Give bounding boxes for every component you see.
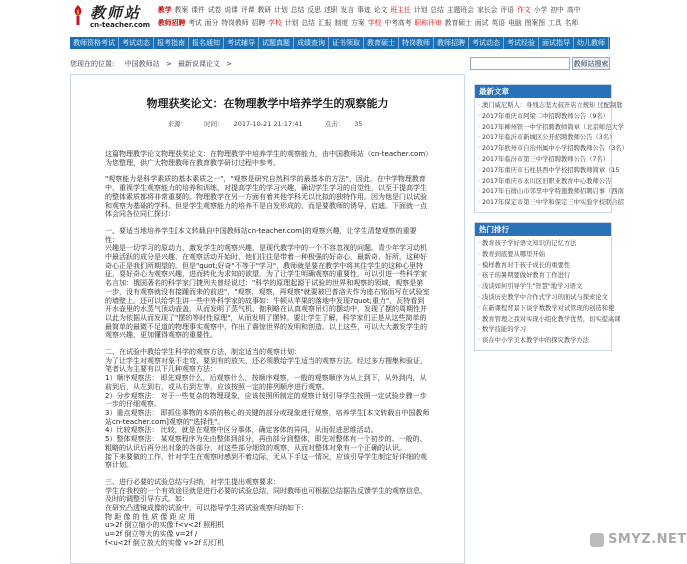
nav-item[interactable]: 试题真题 <box>259 37 294 49</box>
hot-article-item[interactable] <box>478 261 608 272</box>
site-header <box>0 0 680 36</box>
top-link[interactable]: 高中 <box>566 6 581 14</box>
top-link[interactable]: 教育硕士 <box>444 19 472 27</box>
search-input[interactable] <box>470 57 570 70</box>
hot-article-item[interactable] <box>478 271 608 282</box>
top-link[interactable]: 名师 <box>564 19 579 27</box>
article-link[interactable]: 2017年重庆市石柱县西中学校招聘教师简章（15 <box>482 166 620 174</box>
article-title: 物理获奖论文：在物理教学中培养学生的观察能力 <box>146 97 389 110</box>
watermark-icon <box>590 533 604 547</box>
clicks-label: 点击： <box>324 120 345 128</box>
top-link[interactable]: 发言 <box>340 6 355 14</box>
breadcrumb-separator: > <box>226 60 233 68</box>
bullet-icon: · <box>478 283 481 291</box>
nav-item[interactable]: 幼儿教师 <box>574 37 609 49</box>
article-link[interactable]: 模样教育对于孩子成长的重要性 <box>482 261 571 269</box>
article-link[interactable]: 数学技能的学习 <box>482 326 527 334</box>
top-link[interactable]: 班主任 <box>390 6 411 14</box>
watermark-text: SMYZ.NET <box>608 532 687 547</box>
top-link[interactable]: 论文 <box>373 6 388 14</box>
nav-item[interactable]: 考试动态 <box>119 37 154 49</box>
bullet-icon: · <box>478 112 481 120</box>
nav-item[interactable]: 考试动态 <box>469 37 504 49</box>
bullet-icon: · <box>478 326 481 334</box>
top-links-row-1 <box>158 4 678 17</box>
publish-time: 2017-10-21 21:17:41 <box>233 120 303 128</box>
article-link[interactable]: 2017年保定市第三中学和保定三中实验学校联合招 <box>482 199 624 207</box>
latest-article-item[interactable] <box>478 155 608 166</box>
bullet-icon: · <box>478 123 481 131</box>
article-link[interactable]: 教育孩子学好语文知识的记忆方法 <box>482 239 577 247</box>
nav-item[interactable]: 考试辅导 <box>224 37 259 49</box>
top-link[interactable]: 制度 <box>334 19 349 27</box>
bullet-icon: · <box>478 272 481 280</box>
site-logo[interactable] <box>70 2 156 32</box>
hot-article-item[interactable] <box>478 282 608 293</box>
hot-article-item[interactable] <box>478 336 608 347</box>
top-link[interactable]: 教案 <box>174 6 189 14</box>
latest-article-item[interactable] <box>478 198 624 209</box>
breadcrumb-category[interactable]: 最新说课论文 <box>177 60 220 68</box>
bullet-icon: · <box>478 304 481 312</box>
top-link[interactable]: 工具 <box>548 19 562 27</box>
nav-item[interactable]: 报考指南 <box>154 37 189 49</box>
article-link[interactable]: 在新课程背景下谈学数教学对试管现的创造和使 <box>482 304 615 312</box>
bullet-icon: · <box>478 199 481 207</box>
top-link-lead[interactable]: 教学 <box>158 6 172 14</box>
article-link[interactable]: 澳门威尼斯人：身残志坚大叔开店立规矩 过配制匙 <box>482 102 623 109</box>
top-link[interactable]: 家长会 <box>477 6 498 14</box>
hot-article-item[interactable] <box>478 315 621 326</box>
nav-item[interactable]: 教师资格考试 <box>70 37 119 49</box>
breadcrumb-label: 您现在的位置: <box>70 60 115 68</box>
nav-item[interactable]: 面试指导 <box>539 37 574 49</box>
article-link[interactable]: 2017年临沂市新城区公开招聘教师公告（3名） <box>482 134 616 142</box>
latest-article-item[interactable] <box>478 112 608 123</box>
bullet-icon: · <box>478 337 481 345</box>
top-link[interactable]: 作文 <box>517 6 531 14</box>
top-link[interactable]: 学校 <box>268 19 282 27</box>
latest-article-item[interactable] <box>478 133 616 144</box>
torch-icon <box>70 4 86 26</box>
top-link[interactable]: 面分 <box>204 19 219 27</box>
bullet-icon: · <box>478 315 481 323</box>
hot-article-item[interactable] <box>478 325 608 336</box>
article-link[interactable]: 浅谈如何引导学生"智慧"地学习语文 <box>482 283 583 291</box>
top-link[interactable]: 考试 <box>188 19 202 27</box>
latest-articles-box <box>474 84 628 213</box>
article-link[interactable]: 教育到底要从哪里开始 <box>482 250 545 258</box>
article-paragraph: 一、要适当地培养学生[本文转载自中国教师站cn-teacher.com]的观察兴趣，让学生清楚观察的重要性： 兴趣是一切学习的原动力，激发学生的观察兴趣，是现代教学中的一个不容忽视的问题。青少年学习动机中最活跃的成分是兴趣，在观察活动开始时，他们往往是带着一种极强的好奇心，最新奇、好所，这种好奇心正是我们所期望的。但是"quot;好奇"不等于"学习"，教师就是要在教学中将其住学生的这种心里特征，耍好奇心为观察兴趣，进而转化为求知的欲望，为了让学生明确观察的重要性，可以引进一些科学家名言加：俄国著名的科学家门捷列夫曾经说过："科学的原理起源于试验的世界和观察的领域，观察是第一步，没有观察就没有接踵而来的前进"，"观察，观察，再观察"就要被巴普洛夫作为座右铭而写在试验室的墙壁上。还可以给学生讲一些中外科学家的故事如：牛顿从苹果的落地中发现?quot;重力"、瓦特看到开水壶里的水蒸气顶动壶盖，从而发明了蒸气机、伽利略在认真观察吊灯的摆动中，发现了摆的周期性并以此为依据从而发现了"摆的等时性原理"，从而发明了摆钟。要让学生了解，科学家们正是从这些简单的最简单的最微不足道的物理事实观察中，作出了震惊世界的发明和创造。以上这些，可以大大激发学生的观察兴趣，更加懂得观察的重要性。 <box>105 226 430 340</box>
top-link[interactable]: 主题班会 <box>446 6 475 14</box>
article-paragraph: 这篇物理教学论文物理获奖论文：在物理教学中培养学生的观察能力，由中国教师站（cn-teacher.com）为您整理，供广大物理教师在教育教学研讨过程中参考。 <box>105 150 429 167</box>
top-link[interactable]: 课件 <box>191 6 205 14</box>
article-link[interactable]: 教育管理之我对实现小组化教学优势，切实提高课 <box>482 315 621 323</box>
nav-item[interactable]: 特岗教师 <box>399 37 434 49</box>
time-label: 时间： <box>204 120 224 128</box>
logo-url: cn-teacher.com <box>90 21 151 29</box>
top-link[interactable]: 英语 <box>491 19 506 27</box>
breadcrumb-home[interactable]: 中国教师站 <box>124 60 160 68</box>
article-link[interactable]: 孩子的暑期要做好教育工作进行 <box>482 272 571 280</box>
nav-item[interactable]: 考试经验 <box>504 37 539 49</box>
hot-article-item[interactable] <box>478 293 608 304</box>
top-link[interactable]: 总结 <box>290 6 305 14</box>
hot-article-item[interactable] <box>478 304 615 315</box>
top-link[interactable]: 反思 <box>307 6 321 14</box>
main-nav <box>70 37 610 49</box>
article-link[interactable]: 2017年重庆市阿梁二中招聘教师公告（9名） <box>482 112 610 120</box>
bullet-icon: · <box>478 188 481 196</box>
top-link[interactable]: 总结 <box>430 6 444 14</box>
top-link[interactable]: 事迹 <box>357 6 371 14</box>
bullet-icon: · <box>478 145 481 153</box>
article-link[interactable]: 2017年柳州铁一中学招聘教师简章（北京师范大学 <box>482 123 624 131</box>
top-link[interactable]: 计划 <box>274 6 288 14</box>
latest-articles-title: 最新文章 <box>475 85 611 98</box>
hot-ranking-title: 热门排行 <box>475 223 611 236</box>
top-link[interactable]: 述职 <box>323 6 338 14</box>
bullet-icon: · <box>478 102 481 109</box>
nav-item[interactable]: 成绩查询 <box>294 37 329 49</box>
article-link[interactable]: 谈在中小学美术教学中的探究教学方法 <box>482 337 590 345</box>
top-link[interactable]: 小学 <box>533 6 548 14</box>
latest-article-item[interactable] <box>478 177 612 188</box>
nav-item[interactable]: 教师招聘 <box>434 37 469 49</box>
latest-article-item[interactable] <box>478 123 624 134</box>
latest-article-item[interactable] <box>478 101 623 112</box>
article-panel <box>70 74 465 564</box>
latest-articles-list <box>475 98 628 212</box>
logo-text: 教师站 <box>90 4 142 22</box>
top-links <box>158 4 678 30</box>
click-count: 35 <box>354 120 363 128</box>
bullet-icon: · <box>478 155 481 163</box>
top-link[interactable]: 招聘 <box>251 19 266 27</box>
search-button[interactable]: 教师站搜索 <box>572 57 610 70</box>
source-label: 来源： <box>167 120 187 128</box>
top-link-lead[interactable]: 教师招聘 <box>158 19 186 27</box>
article-link[interactable]: 浅谈历史教学中合作式学习的面试与探索论文 <box>482 293 608 301</box>
article-link[interactable]: 2017年重庆市永川区旧职业教育中心教师公告 <box>482 177 612 185</box>
top-link[interactable]: 面试 <box>474 19 489 27</box>
top-link[interactable]: 试卷 <box>207 6 222 14</box>
hot-ranking-list <box>475 236 621 350</box>
top-link[interactable]: 特岗教师 <box>221 19 249 27</box>
bullet-icon: · <box>478 166 481 174</box>
top-links-row-2 <box>158 17 678 30</box>
bullet-icon: · <box>478 250 481 258</box>
hot-article-item[interactable] <box>478 239 608 250</box>
top-link[interactable]: 计划 <box>284 19 299 27</box>
breadcrumb-separator: > <box>165 60 172 68</box>
top-link[interactable]: 计划 <box>413 6 428 14</box>
article-link[interactable]: 2017年石排山市邻里中学特邀教师招聘启事（西南 <box>482 188 624 196</box>
top-link[interactable]: 电脑 <box>508 19 522 27</box>
top-link[interactable]: 评课 <box>240 6 255 14</box>
top-link[interactable]: 说课 <box>224 6 238 14</box>
top-link[interactable]: 汇报 <box>317 19 332 27</box>
top-link[interactable]: 中考高考 <box>384 19 412 27</box>
top-link[interactable]: 初中 <box>550 6 564 14</box>
top-link[interactable]: 学校 <box>367 19 382 27</box>
top-link[interactable]: 图案图 <box>524 19 546 27</box>
article-paragraph: "观察能力是科学素质的基本素质之一"，"观察是研究自然科学的最基本的方法"，因此，在中学物理教育中，重视学生观察能力的培养和训练，对提高学生的学习兴趣，确切学生学习的自觉性，以至于提高学生的整体素质都将非常重要的。物理教学在另一方面有着其他学科无以比拟的独特作用。因为他是门以试验和观察为基础的学科。但是学生观察能力的培养不是自发形成的，而是要教师的诱导，启迪。下面就一点体会同各位同仁探讨： <box>105 175 427 219</box>
bullet-icon: · <box>478 261 481 269</box>
hot-article-item[interactable] <box>478 250 608 261</box>
top-link[interactable]: 教研 <box>257 6 272 14</box>
article-meta <box>71 119 464 128</box>
top-link[interactable]: 方案 <box>351 19 365 27</box>
article-paragraph: 二、在试验中教给学生科学的观察方法，制定适当的观察计划： 为了让学生对观察对象不走弯，要到有的放矢，还必须教给学生适当的观察方法。经过多方搜集和验证，笔者认为主要有以下几种观察方法： 1）顺序观察法： 即先观察什么，后观察什么，按顺序观察，一般的观察顺序为从上到下，从外到内，从前到后，从左到右，或从右到左等，应该按照一定的排列顺序进行观察。 2）分步观察法： 对于一些复杂的物理现象，应该按照所制定的观察计划引导学生按照一定试验步骤一步一步的仔细观察。 3）重点观察法： 即抓住事物的本质的核心的关键的部分或现象进行观察，培养学生[本文转载自中国教师站cn-teacher.com]观察的"选择性"。 4）比较观察法： 比较，就是在观察中区分事体，确定客体的异同，从而促进思维活动。 5）整体观察法： 某观察程序为先由整体到部分，再由部分到整体，即先对整体有一个初步的、一般的、粗略的认识后再分出对象的各部分，对这些部分细致的观察，从而对整体对象有一个正确的认识。 接下来要做的工作，针对学生在观察时感到不着边际，无从下手这一情况，应该引导学生制定好详细的观察计划。 <box>105 348 430 470</box>
top-link[interactable]: 总结 <box>301 19 315 27</box>
bullet-icon: · <box>478 293 481 301</box>
top-link[interactable]: 评语 <box>500 6 515 14</box>
article-link[interactable]: 2017年临汾市第三中学招聘教师公告（7名） <box>482 155 610 163</box>
breadcrumb <box>70 58 465 70</box>
latest-article-item[interactable] <box>478 166 620 177</box>
nav-item[interactable]: 证书领取 <box>329 37 364 49</box>
top-link[interactable]: 职称评审 <box>414 19 442 27</box>
nav-item[interactable]: 教育硕士 <box>364 37 399 49</box>
sidebar <box>474 84 628 360</box>
bullet-icon: · <box>478 239 481 247</box>
nav-item[interactable]: 报名通知 <box>189 37 224 49</box>
hot-ranking-box <box>474 222 621 351</box>
watermark <box>590 528 687 558</box>
article-link[interactable]: 2017年欧州市自治州属中小学招聘教师公告（3名） <box>482 145 628 153</box>
search-box <box>470 57 610 71</box>
article-body <box>71 150 464 548</box>
bullet-icon: · <box>478 177 481 185</box>
article-paragraph: 三、进行必要的试验总结与归纳，对学生提出观察要求： 学生在我校的一个有效途径就是进行必要的试验总结，同时教师也可根据总结据告反馈学生的观察信息，及时的调整引导方式。如： 在研究凸透镜成像的试验中，可以指导学生将试验观察归纳如下： 物 距 像 的 性 质 像 距 应 用 u>2f 倒立缩小的实像 f<v<2f 照相机 u=2f 倒立等大的实像 v=2f / f<u<2f 倒立放大的实像 v>2f 幻灯机 <box>105 477 427 547</box>
latest-article-item[interactable] <box>478 144 628 155</box>
latest-article-item[interactable] <box>478 187 624 198</box>
bullet-icon: · <box>478 134 481 142</box>
